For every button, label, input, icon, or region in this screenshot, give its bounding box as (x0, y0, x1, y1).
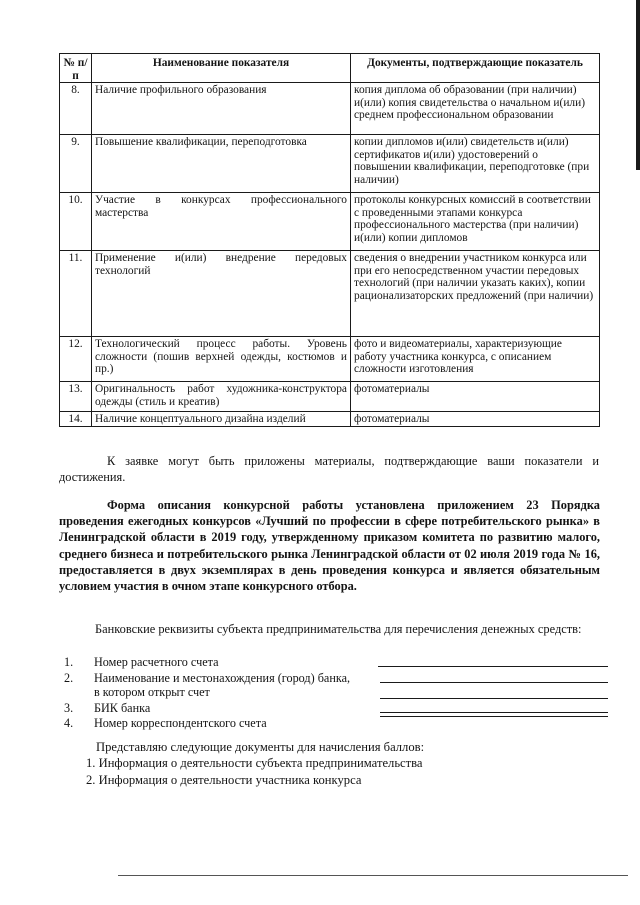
bank-field-corr-account (64, 716, 609, 732)
attachments-note: К заявке могут быть приложены материалы, подтверждающие ваши показатели и достижения. (59, 454, 599, 484)
document-item: 1. Информация о деятельности субъекта предпринимательства (86, 756, 423, 770)
row-indicator: Технологический процесс работы. Уровень сложности (пошив верхней одежды, костюмов и пр.) (92, 337, 351, 382)
bottom-divider (118, 875, 628, 876)
table-row (60, 337, 600, 382)
indicators-table (59, 53, 600, 427)
table-row (60, 412, 600, 427)
item-number: 2. (64, 671, 74, 685)
row-indicator: Наличие профильного образования (92, 83, 351, 135)
item-label: Номер корреспондентского счета (94, 716, 267, 730)
item-label: Наименование и местонахождения (город) банка, (94, 671, 351, 685)
row-documents: сведения о внедрении участником конкурса или при его непосредственном участии передовых технологий (при наличии указать каких), копии рационализаторских предложений (при наличии) (351, 251, 600, 337)
row-documents: копии дипломов и(или) свидетельств и(или) сертификатов и(или) удостоверений о повышении квалификации, переподготовке (при наличии) (351, 135, 600, 193)
row-indicator: Оригинальность работ художника-конструктора одежды (стиль и креатив) (92, 382, 351, 412)
item-label: БИК банка (94, 701, 151, 715)
row-number: 8. (60, 83, 92, 135)
item-number: 1. (64, 655, 74, 669)
row-number: 10. (60, 193, 92, 251)
row-number: 11. (60, 251, 92, 337)
fill-in-line[interactable] (380, 682, 608, 683)
table-row (60, 251, 600, 337)
table-row (60, 193, 600, 251)
bank-field-bik (64, 701, 609, 717)
document-item: 2. Информация о деятельности участника конкурса (86, 773, 362, 787)
table-header-row (60, 54, 600, 83)
row-documents: протоколы конкурсных комиссий в соответствии с проведенными этапами конкурса профессионального мастерства (при наличии) и(или) копии дипломов (351, 193, 600, 251)
item-label: Номер расчетного счета (94, 655, 219, 669)
row-number: 13. (60, 382, 92, 412)
bank-field-account (64, 655, 609, 671)
fill-in-line[interactable] (378, 666, 608, 667)
bank-field-bank-name (64, 671, 609, 701)
fill-in-line[interactable] (380, 716, 608, 717)
header-documents: Документы, подтверждающие показатель (351, 54, 600, 83)
table-row (60, 135, 600, 193)
row-number: 12. (60, 337, 92, 382)
header-number: № п/п (60, 54, 92, 83)
documents-intro: Представляю следующие документы для начисления баллов: (96, 740, 425, 754)
table-row (60, 83, 600, 135)
fill-in-line[interactable] (380, 698, 608, 699)
row-documents: фотоматериалы (351, 382, 600, 412)
scan-edge-artifact (636, 0, 640, 170)
fill-in-line[interactable] (380, 712, 608, 713)
row-number: 14. (60, 412, 92, 427)
item-number: 4. (64, 716, 74, 730)
row-indicator: Наличие концептуального дизайна изделий (92, 412, 351, 427)
row-indicator: Применение и(или) внедрение передовых технологий (92, 251, 351, 337)
item-number: 3. (64, 701, 74, 715)
header-indicator-name: Наименование показателя (92, 54, 351, 83)
row-documents: фотоматериалы (351, 412, 600, 427)
row-documents: копия диплома об образовании (при наличии) и(или) копия свидетельства о начальном и(или) среднем профессиональном образовании (351, 83, 600, 135)
table-row (60, 382, 600, 412)
form-description-paragraph: Форма описания конкурсной работы установлена приложением 23 Порядка проведения ежегодных конкурсов «Лучший по профессии в сфере потребительского рынка» в Ленинградской области в 2019 году, утвержденному приказом комитета по развитию малого, среднего бизнеса и потребительского рынка Ленинградской области от 02 июля 2019 года № 16, предоставляется в двух экземплярах в день проведения конкурса и является обязательным условием участия в очном этапе конкурсного отбора. (59, 498, 600, 594)
row-number: 9. (60, 135, 92, 193)
row-indicator: Повышение квалификации, переподготовка (92, 135, 351, 193)
row-documents: фото и видеоматериалы, характеризующие работу участника конкурса, с описанием сложности изготовления (351, 337, 600, 382)
row-indicator: Участие в конкурсах профессионального мастерства (92, 193, 351, 251)
bank-details-intro: Банковские реквизиты субъекта предпринимательства для перечисления денежных средств: (95, 622, 582, 636)
item-label-continued: в котором открыт счет (94, 685, 210, 699)
